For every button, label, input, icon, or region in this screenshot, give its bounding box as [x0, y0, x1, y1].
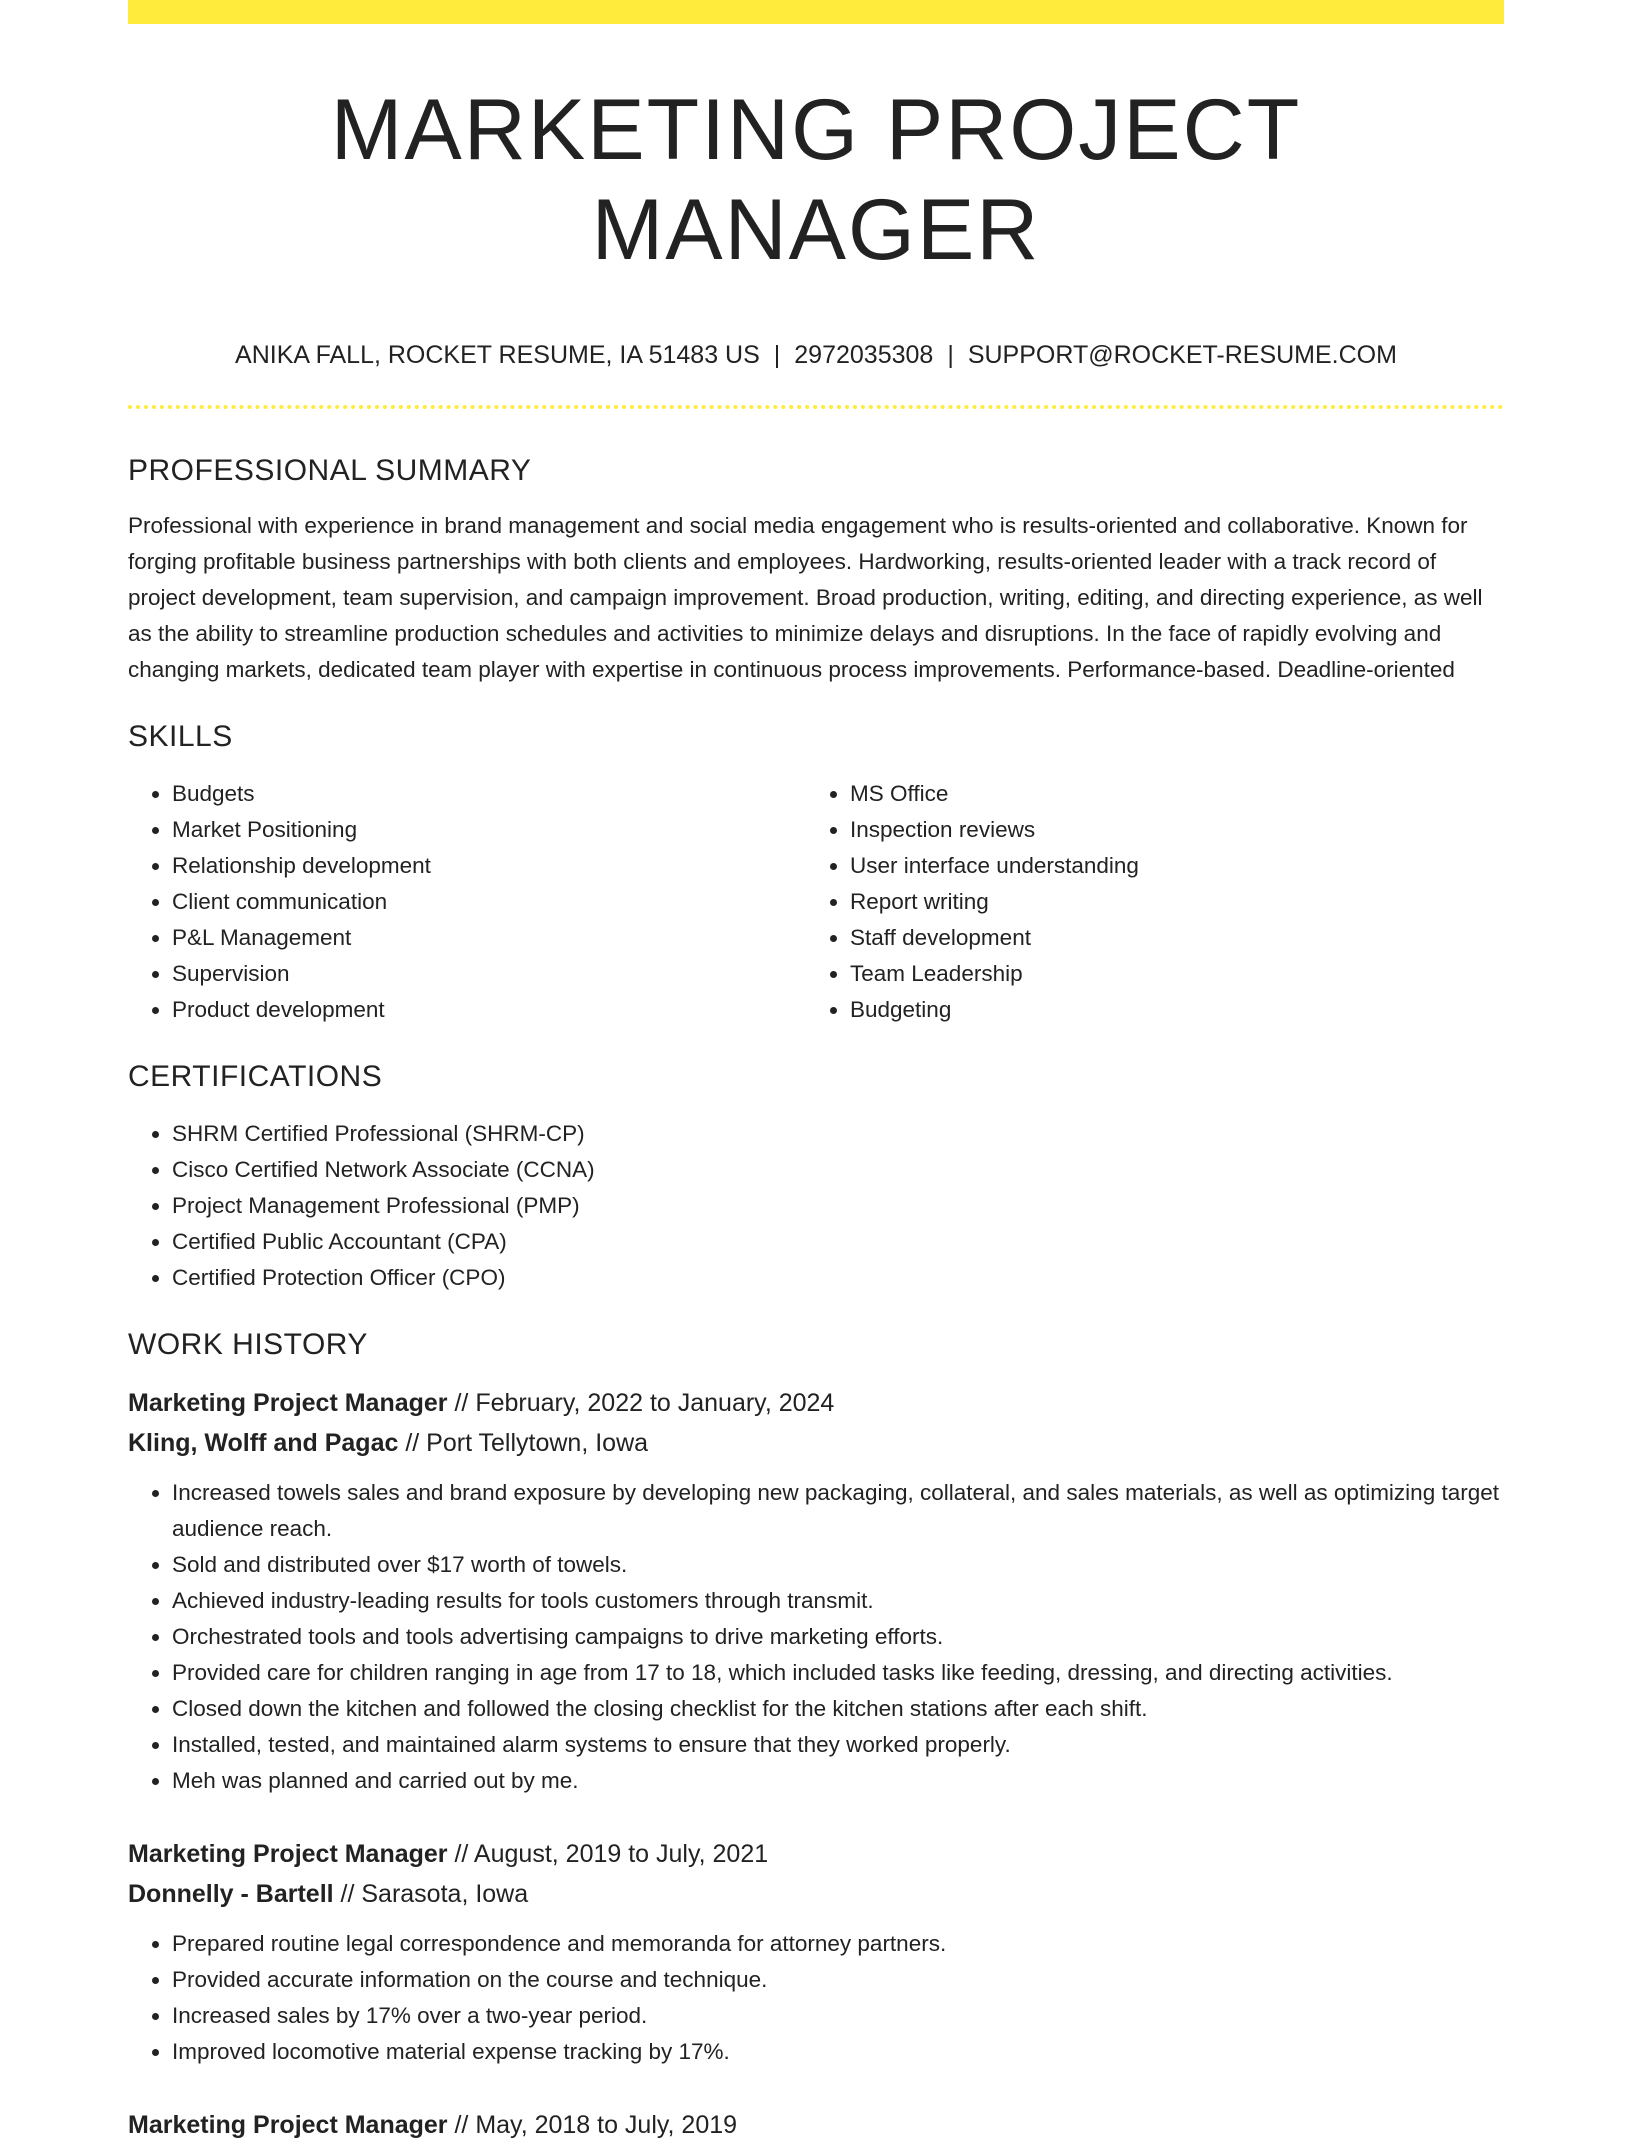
skill-item: • Supervision: [172, 956, 806, 992]
job-location: // Port Tellytown, Iowa: [398, 1429, 649, 1457]
skill-item: • Report writing: [850, 884, 1484, 920]
certification-item: • Cisco Certified Network Associate (CCNA): [172, 1152, 1504, 1188]
skill-item: • Relationship development: [172, 848, 806, 884]
skill-item: • Team Leadership: [850, 956, 1484, 992]
job-role-line: [128, 1834, 1504, 1874]
contact-separator: |: [947, 341, 954, 369]
job-bullet: • Meh was planned and carried out by me.: [172, 1763, 1504, 1799]
resume-title: MARKETING PROJECT MANAGER: [330, 82, 1302, 278]
skill-item: • Market Positioning: [172, 812, 806, 848]
skill-item: • Budgets: [172, 776, 806, 812]
job-role-line: [128, 1383, 1504, 1423]
skills-list-left: [128, 776, 806, 1028]
job-bullet: • Increased sales by 17% over a two-year period.: [172, 1998, 1504, 2034]
job-company: Donnelly - Bartell: [128, 1880, 334, 1908]
skill-item: • MS Office: [850, 776, 1484, 812]
certification-item: • Project Management Professional (PMP): [172, 1188, 1504, 1224]
certification-item: • SHRM Certified Professional (SHRM-CP): [172, 1116, 1504, 1152]
work-history-heading: WORK HISTORY: [128, 1328, 368, 1361]
skill-item: • Inspection reviews: [850, 812, 1484, 848]
job-role: Marketing Project Manager: [128, 1840, 448, 1868]
job-bullet: • Closed down the kitchen and followed the closing checklist for the kitchen stations after each shift.: [172, 1691, 1504, 1727]
skill-item: • Client communication: [172, 884, 806, 920]
resume-page: [128, 0, 1504, 2145]
contact-email: SUPPORT@ROCKET-RESUME.COM: [967, 341, 1397, 369]
job-dates: // August, 2019 to July, 2021: [447, 1840, 769, 1868]
contact-address: ANIKA FALL, ROCKET RESUME, IA 51483 US: [235, 341, 760, 369]
job-company-line: [128, 1423, 1504, 1463]
certification-item: • Certified Public Accountant (CPA): [172, 1224, 1504, 1260]
header-divider: [128, 405, 1504, 409]
skill-item: • P&L Management: [172, 920, 806, 956]
certifications-heading: CERTIFICATIONS: [128, 1060, 383, 1093]
job-entry: [128, 1834, 1504, 2070]
job-bullets: [128, 1475, 1504, 1799]
contact-line: [128, 338, 1504, 372]
contact-separator: |: [773, 341, 781, 369]
job-company: Kling, Wolff and Pagac: [128, 1429, 399, 1457]
job-bullet: • Prepared routine legal correspondence and memoranda for attorney partners.: [172, 1926, 1504, 1962]
job-bullet: • Achieved industry-leading results for tools customers through transmit.: [172, 1583, 1504, 1619]
summary-text: Professional with experience in brand management and social media engagement who is results-oriented and collaborative. Known for forging profitable business partnerships with both clients and employees. Hardworking, results-oriented leader with a track record of project development, team supervision, and campaign improvement. Broad production, writing, editing, and directing experience, as well as the ability to streamline production schedules and activities to minimize delays and disruptions. In the face of rapidly evolving and changing markets, dedicated team player with expertise in continuous process improvements. Performance-based. Deadline-oriented: [128, 513, 1483, 682]
job-bullet: • Increased towels sales and brand exposure by developing new packaging, collateral, and sales materials, as well as optimizing target audience reach.: [172, 1475, 1504, 1547]
job-bullets: [128, 1926, 1504, 2070]
job-location: // Sarasota, Iowa: [333, 1880, 529, 1908]
job-dates: // February, 2022 to January, 2024: [447, 1389, 835, 1417]
job-role: Marketing Project Manager: [128, 1389, 448, 1417]
skills-heading: SKILLS: [128, 720, 233, 753]
skills-columns: [128, 776, 1504, 1028]
job-bullet: • Installed, tested, and maintained alarm systems to ensure that they worked properly.: [172, 1727, 1504, 1763]
contact-phone: 2972035308: [794, 341, 934, 369]
skills-list-right: [806, 776, 1484, 1028]
job-dates: // May, 2018 to July, 2019: [447, 2111, 738, 2139]
job-bullet: • Orchestrated tools and tools advertising campaigns to drive marketing efforts.: [172, 1619, 1504, 1655]
skill-item: • Budgeting: [850, 992, 1484, 1028]
job-company-line: [128, 1874, 1504, 1914]
job-role: Marketing Project Manager: [128, 2111, 448, 2139]
skill-item: • Staff development: [850, 920, 1484, 956]
job-bullet: • Improved locomotive material expense tracking by 17%.: [172, 2034, 1504, 2070]
job-bullet: • Provided accurate information on the course and technique.: [172, 1962, 1504, 1998]
job-bullet: • Sold and distributed over $17 worth of towels.: [172, 1547, 1504, 1583]
job-entry: [128, 2105, 1504, 2145]
summary-heading: PROFESSIONAL SUMMARY: [128, 454, 532, 487]
certification-item: • Certified Protection Officer (CPO): [172, 1260, 1504, 1296]
skill-item: • User interface understanding: [850, 848, 1484, 884]
skill-item: • Product development: [172, 992, 806, 1028]
job-role-line: [128, 2105, 1504, 2145]
job-bullet: • Provided care for children ranging in age from 17 to 18, which included tasks like feeding, dressing, and directing activities.: [172, 1655, 1504, 1691]
job-entry: [128, 1383, 1504, 1799]
certifications-list: [128, 1116, 1504, 1296]
